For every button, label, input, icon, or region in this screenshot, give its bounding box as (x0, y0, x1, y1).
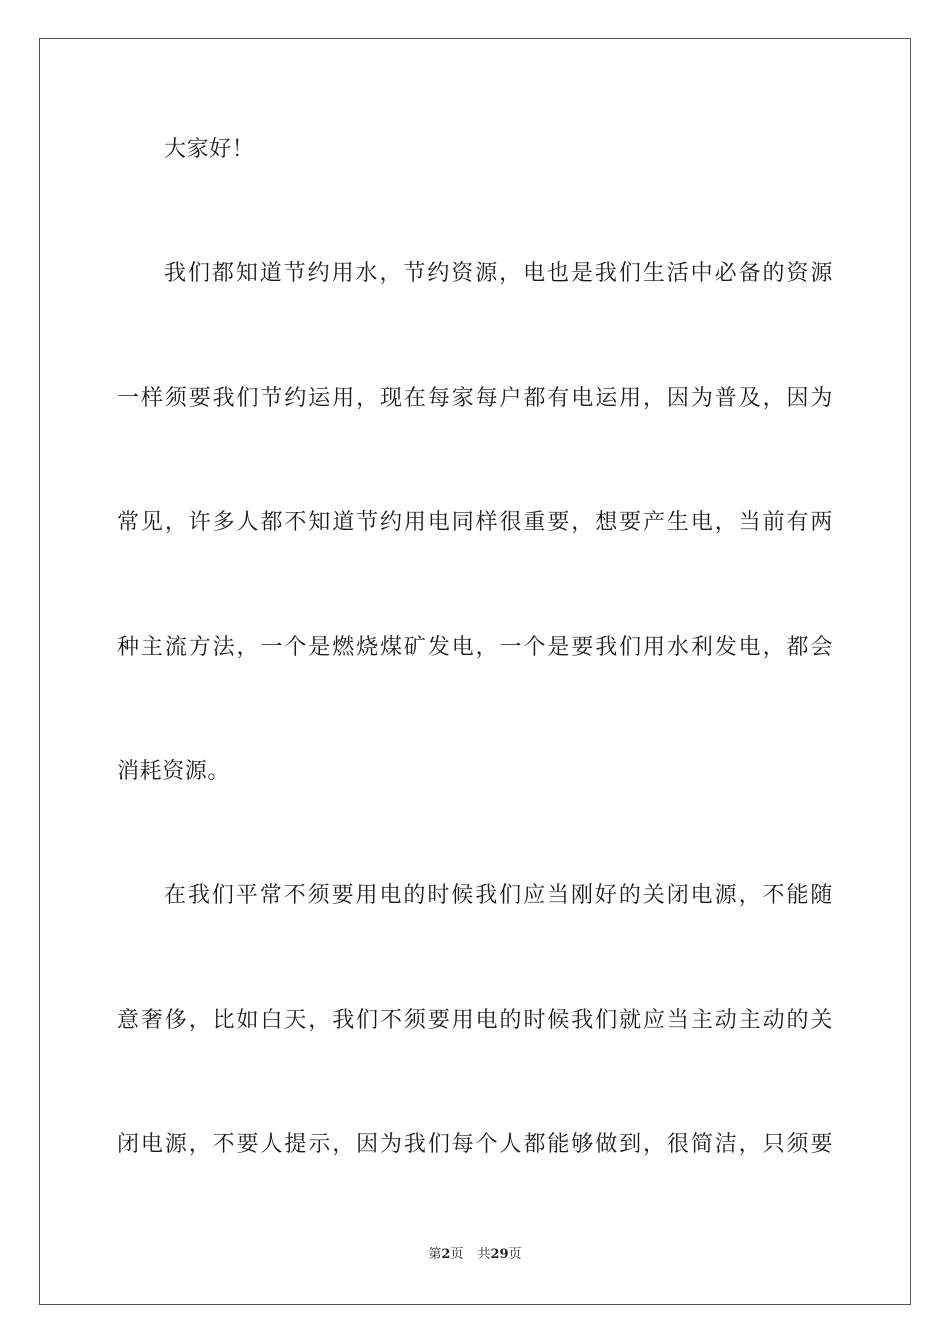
total-suffix: 页 (508, 1247, 522, 1262)
paragraph-2-line-1: 在我们平常不须要用电的时候我们应当刚好的关闭电源，不能随 (164, 883, 833, 908)
paragraph-2-line-2: 意奢侈，比如白天，我们不须要用电的时候我们就应当主动主动的关 (117, 1008, 833, 1033)
paragraph-1-line-2: 一样须要我们节约运用，现在每家每户都有电运用，因为普及，因为 (117, 386, 833, 411)
page-footer (0, 1246, 950, 1264)
paragraph-1-line-1: 我们都知道节约用水，节约资源，电也是我们生活中必备的资源 (164, 261, 833, 286)
greeting-line: 大家好！ (164, 137, 255, 162)
total-pages: 29 (490, 1247, 509, 1262)
page-number: 2 (441, 1247, 451, 1262)
paragraph-1-line-4: 种主流方法，一个是燃烧煤矿发电，一个是要我们用水利发电，都会 (117, 635, 833, 660)
paragraph-2-line-3: 闭电源，不要人提示，因为我们每个人都能够做到，很简洁，只须要 (117, 1132, 833, 1157)
page-border (39, 38, 911, 1305)
page-prefix: 第 (428, 1247, 442, 1262)
paragraph-1-line-3: 常见，许多人都不知道节约用电同样很重要，想要产生电，当前有两 (117, 510, 833, 535)
paragraph-1-line-5: 消耗资源。 (117, 759, 231, 784)
page-suffix: 页 (450, 1247, 464, 1262)
total-prefix: 共 (477, 1247, 491, 1262)
